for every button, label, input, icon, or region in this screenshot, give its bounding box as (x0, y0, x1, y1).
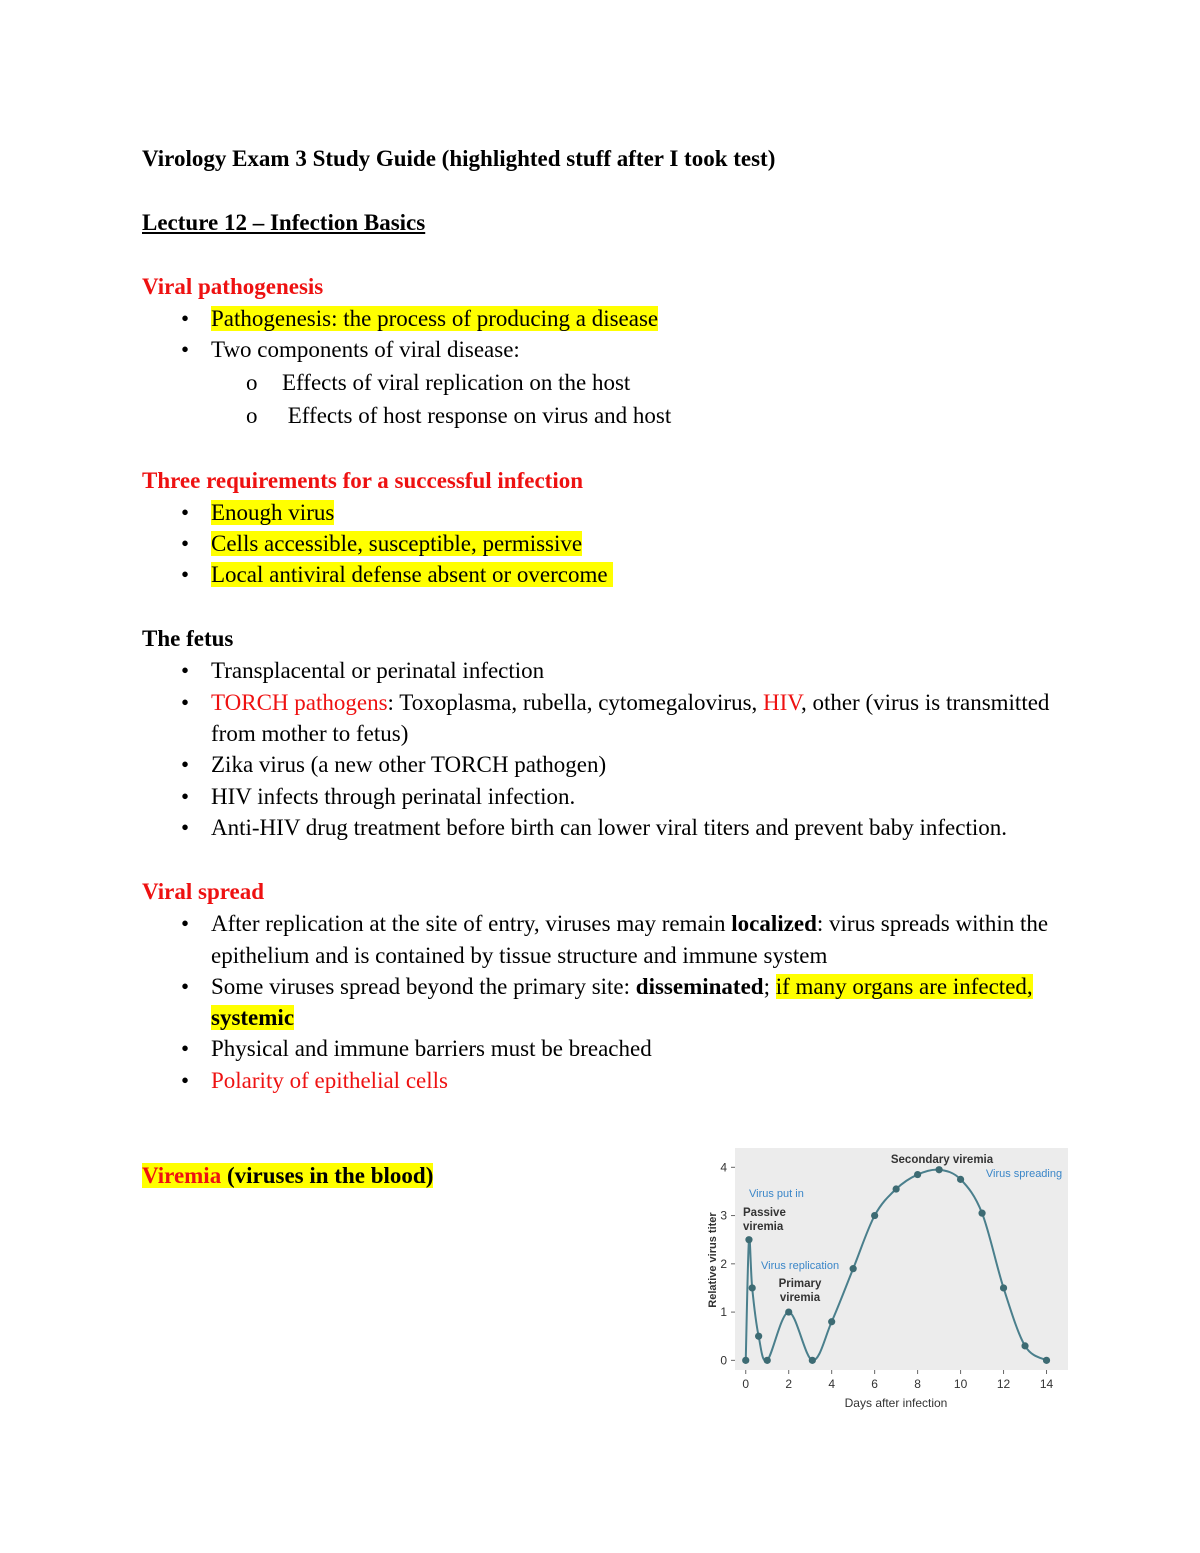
viremia-chart (690, 1145, 1070, 1415)
section-heading-fetus: The fetus (142, 626, 234, 652)
data-point (935, 1166, 942, 1173)
list-item-text: : virus spreads within the epithelium and is contained by tissue structure and immune system (211, 911, 1049, 968)
annotation-passive-2: viremia (743, 1221, 784, 1233)
x-tick-label: 12 (996, 1377, 1011, 1391)
bullet-glyph: • (180, 658, 190, 684)
viremia-chart-svg (690, 1145, 1070, 1415)
bullet-glyph: • (180, 306, 190, 331)
paren: ( (221, 1163, 235, 1189)
list-item-text: Physical and immune barriers must be breached (211, 1036, 652, 1062)
bullet-glyph: • (180, 689, 190, 715)
list-item-text: Anti-HIV drug treatment before birth can lower viral titers and prevent baby infection. (211, 814, 1007, 840)
bullet-list (142, 303, 1072, 366)
list-item (142, 528, 1072, 559)
list-item (142, 334, 1072, 365)
list-item-text: , other (virus is transmitted from mother to fetus) (211, 689, 1050, 747)
data-point (1000, 1284, 1007, 1291)
viremia-term: Viremia (142, 1163, 222, 1189)
bullet-glyph: • (180, 562, 190, 588)
page-title: Virology Exam 3 Study Guide (highlighted stuff after I took test) (142, 146, 776, 171)
annotation-virus-put-in: Virus put in (749, 1188, 804, 1200)
y-tick-label: 1 (720, 1305, 727, 1320)
highlighted-text: if many organs are infected, (775, 973, 1033, 999)
x-tick-label: 2 (785, 1377, 793, 1391)
highlighted-text: Local antiviral defense absent or overcome (211, 562, 614, 588)
list-item (142, 1033, 1072, 1064)
x-axis-label: Days after infection (844, 1396, 948, 1410)
bullet-glyph: • (180, 1036, 190, 1062)
hiv-label: HIV (763, 689, 801, 715)
section-heading-viral-pathogenesis: Viral pathogenesis (142, 274, 324, 299)
data-point (1043, 1357, 1050, 1364)
bullet-glyph: • (180, 337, 190, 363)
lecture-heading: Lecture 12 – Infection Basics (142, 210, 426, 235)
torch-label: TORCH pathogens (211, 689, 388, 715)
x-tick-label: 0 (742, 1377, 750, 1391)
sub-bullet-glyph: o (246, 402, 258, 428)
data-point (745, 1236, 752, 1243)
annotation-primary-1: Primary (778, 1278, 822, 1290)
bullet-glyph: • (180, 499, 190, 525)
sub-list-item (142, 366, 1072, 399)
data-point (764, 1357, 771, 1364)
data-point (828, 1318, 835, 1325)
x-tick-label: 8 (914, 1377, 921, 1391)
annotation-virus-replication: Virus replication (761, 1260, 840, 1272)
data-point (957, 1176, 964, 1183)
sub-list-item (142, 399, 1072, 432)
list-item (142, 1065, 1072, 1096)
data-point (871, 1212, 878, 1219)
x-tick-label: 10 (953, 1377, 968, 1391)
list-item (142, 687, 1072, 750)
list-item (142, 559, 1072, 590)
bullet-list (142, 497, 1072, 591)
annotation-primary-2: viremia (779, 1292, 821, 1304)
y-tick-label: 2 (720, 1256, 727, 1271)
bullet-glyph: • (180, 530, 190, 556)
highlighted-text: Pathogenesis: the process of producing a disease (211, 306, 659, 331)
sub-list (142, 366, 1072, 432)
bullet-glyph: • (180, 973, 190, 999)
list-item-text: After replication at the site of entry, viruses may remain (211, 911, 732, 937)
list-item-text: ; (763, 973, 776, 999)
bullet-glyph: • (180, 783, 190, 809)
bullet-glyph: • (180, 752, 190, 778)
list-item-text: Transplacental or perinatal infection (211, 658, 545, 684)
data-point (742, 1357, 749, 1364)
list-item-text: Some viruses spread beyond the primary site: (211, 973, 636, 999)
list-item (142, 497, 1072, 528)
annotation-passive-1: Passive (743, 1207, 786, 1219)
bullet-glyph: • (180, 1067, 190, 1093)
list-item (142, 303, 1072, 334)
sub-item-text: Effects of host response on virus and host (282, 402, 672, 428)
list-item-text: Two components of viral disease: (211, 337, 520, 363)
bullet-glyph: • (180, 814, 190, 840)
list-item (142, 908, 1072, 971)
annotation-virus-spreading: Virus spreading (985, 1168, 1063, 1180)
paren: ) (425, 1163, 434, 1189)
data-point (755, 1333, 762, 1340)
data-point (749, 1284, 756, 1291)
list-item-text: : Toxoplasma, rubella, cytomegalovirus, (387, 689, 764, 715)
plot-area (735, 1148, 1068, 1370)
x-tick-label: 4 (828, 1377, 836, 1391)
bullet-glyph: • (180, 911, 190, 937)
data-point (850, 1265, 857, 1272)
list-item (142, 812, 1072, 843)
sub-item-text: Effects of viral replication on the host (282, 369, 631, 395)
bold-term: disseminated (635, 973, 764, 999)
data-point (1021, 1342, 1028, 1349)
data-point (893, 1185, 900, 1192)
annotation-secondary-viremia: Secondary viremia (890, 1154, 994, 1166)
list-item (142, 749, 1072, 780)
highlighted-bold-term: systemic (211, 1005, 295, 1031)
data-point (785, 1308, 792, 1315)
list-item-text: Zika virus (a new other TORCH pathogen) (211, 752, 607, 778)
y-tick-label: 4 (720, 1160, 727, 1175)
section-heading-requirements: Three requirements for a successful infection (142, 467, 583, 493)
data-point (914, 1171, 921, 1178)
section-heading-viral-spread: Viral spread (142, 879, 265, 905)
document-page (142, 143, 1072, 1192)
data-point (978, 1210, 985, 1217)
list-item (142, 781, 1072, 812)
sub-bullet-glyph: o (246, 369, 258, 395)
bullet-list (142, 908, 1072, 1096)
x-tick-label: 6 (871, 1377, 878, 1391)
data-point (809, 1357, 816, 1364)
y-tick-label: 0 (720, 1353, 727, 1368)
x-tick-label: 14 (1039, 1377, 1054, 1391)
bullet-list (142, 655, 1072, 843)
bold-term: localized (731, 911, 817, 937)
list-item-text: HIV infects through perinatal infection. (211, 783, 576, 809)
y-axis-label: Relative virus titer (707, 1212, 719, 1308)
viremia-definition: viruses in the blood (234, 1163, 426, 1189)
highlighted-text: Enough virus (211, 499, 335, 525)
list-item (142, 971, 1072, 1034)
list-item (142, 655, 1072, 686)
list-item-text: Polarity of epithelial cells (211, 1067, 448, 1093)
highlighted-text: Cells accessible, susceptible, permissive (211, 530, 583, 556)
y-tick-label: 3 (720, 1208, 727, 1223)
